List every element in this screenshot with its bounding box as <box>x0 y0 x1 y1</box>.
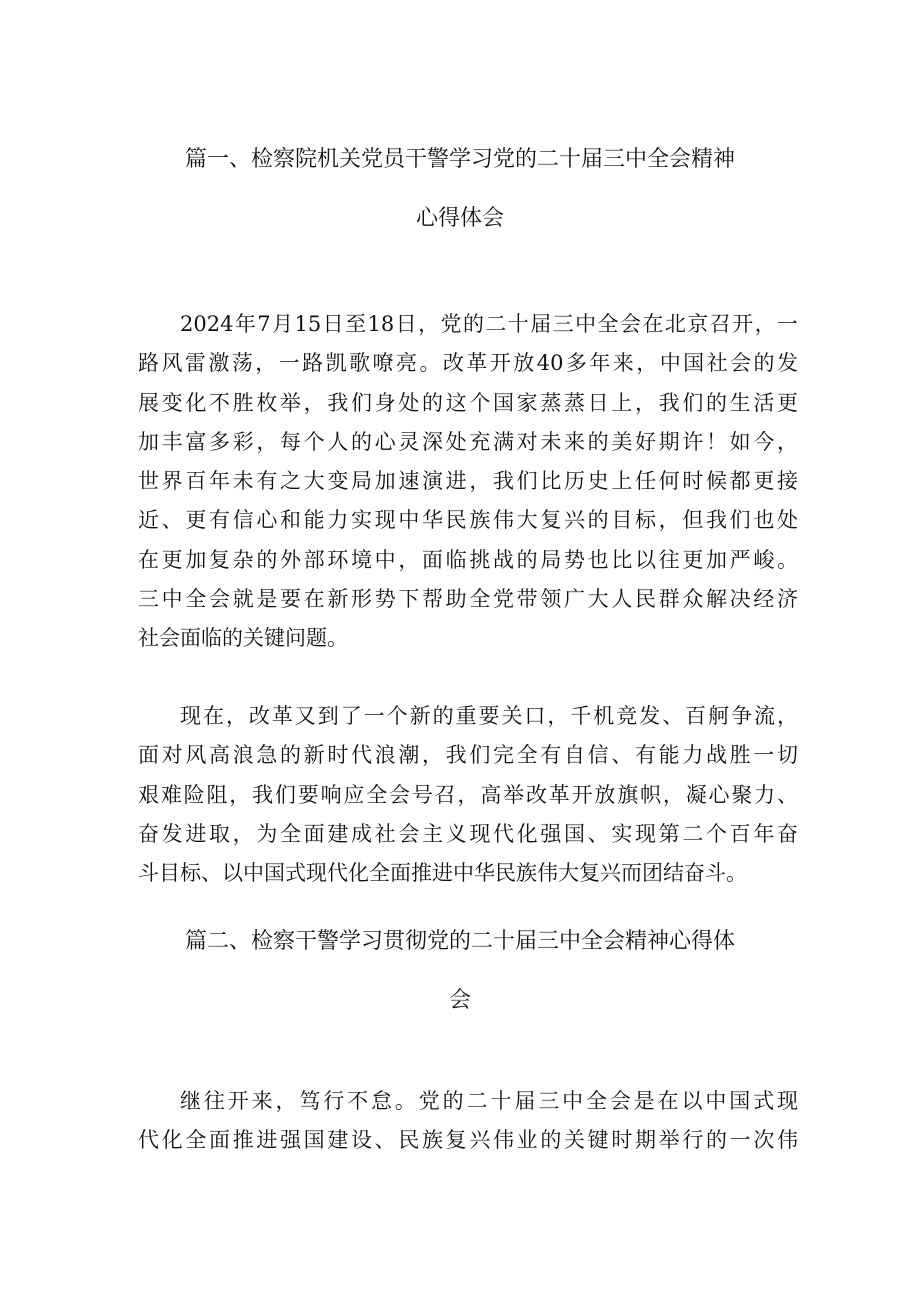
text-line: 近、更有信心和能力实现中华民族伟大复兴的目标，但我们也处 <box>138 508 798 533</box>
text-line: 社会面临的关键问题。 <box>138 626 348 651</box>
section-1-paragraph-1 <box>138 305 798 659</box>
text-line: 路风雷激荡，一路凯歌嘹亮。改革开放40多年来，中国社会的发 <box>138 351 798 376</box>
text-line: 世界百年未有之大变局加速演进，我们比历史上任何时候都更接 <box>138 469 798 494</box>
text-line: 2024年7月15日至18日，党的二十届三中全会在北京召开，一 <box>180 312 798 336</box>
text-line: 斗目标、以中国式现代化全面推进中华民族伟大复兴而团结奋斗。 <box>138 861 747 886</box>
text-line: 继往开来，笃行不怠。党的二十届三中全会是在以中国式现 <box>180 1089 798 1113</box>
section-1-title-line-2: 心得体会 <box>415 206 504 231</box>
text-line: 加丰富多彩，每个人的心灵深处充满对未来的美好期许！如今， <box>138 429 798 454</box>
text-line: 代化全面推进强国建设、民族复兴伟业的关键时期举行的一次伟 <box>138 1128 798 1153</box>
section-1-paragraph-2 <box>138 697 798 893</box>
section-2-paragraph-1 <box>138 1082 798 1161</box>
text-line: 面对风高浪急的新时代浪潮，我们完全有自信、有能力战胜一切 <box>138 743 798 768</box>
section-2-title-line-2: 会 <box>448 988 471 1013</box>
text-line: 奋发进取，为全面建成社会主义现代化强国、实现第二个百年奋 <box>138 821 798 846</box>
text-line: 在更加复杂的外部环境中，面临挑战的局势也比以往更加严峻。 <box>138 547 798 572</box>
text-line: 展变化不胜枚举，我们身处的这个国家蒸蒸日上，我们的生活更 <box>138 390 798 415</box>
text-line: 现在，改革又到了一个新的重要关口，千机竞发、百舸争流， <box>180 704 798 728</box>
section-1-title-line-1: 篇一、检察院机关党员干警学习党的二十届三中全会精神 <box>184 147 735 172</box>
text-line: 艰难险阻，我们要响应全会号召，高举改革开放旗帜，凝心聚力、 <box>138 782 798 807</box>
section-2-title-line-1: 篇二、检察干警学习贯彻党的二十届三中全会精神心得体 <box>184 929 735 954</box>
text-line: 三中全会就是要在新形势下帮助全党带领广大人民群众解决经济 <box>138 587 798 612</box>
